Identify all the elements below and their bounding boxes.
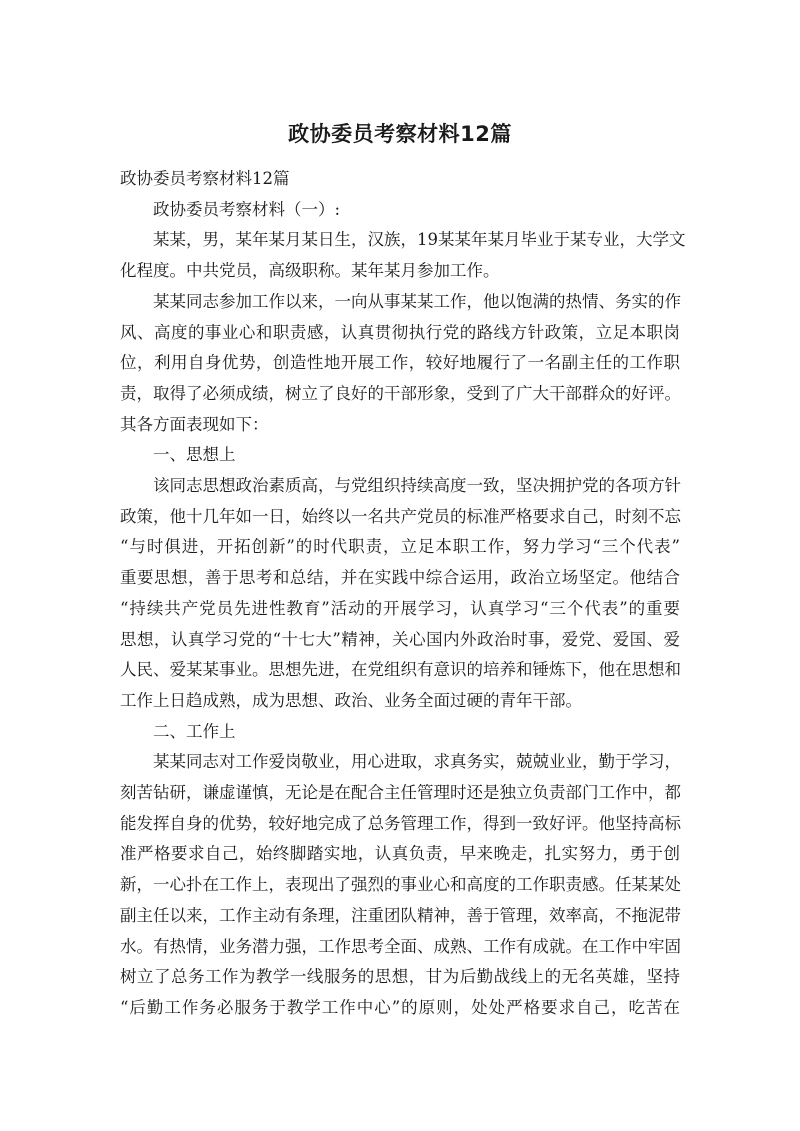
subsection-heading: 二、工作上 bbox=[153, 721, 236, 741]
paragraph-line: 某某，男，某年某月某日生，汉族，19某某年某月毕业于某专业，大学文 bbox=[153, 230, 686, 250]
subsection-heading: 一、思想上 bbox=[153, 445, 236, 465]
paragraph-line: “与时俱进，开拓创新”的时代职责，立足本职工作，努力学习“三个代表” bbox=[120, 537, 680, 557]
paragraph-line: 化程度。中共党员，高级职称。某年某月参加工作。 bbox=[120, 261, 500, 281]
paragraph-line: 该同志思想政治素质高，与党组织持续高度一致，坚决拥护党的各项方针 bbox=[153, 476, 681, 496]
paragraph-line: 水。有热情，业务潜力强，工作思考全面、成熟、工作有成就。在工作中牢固 bbox=[120, 936, 681, 956]
paragraph-line: 新，一心扑在工作上，表现出了强烈的事业心和高度的工作职责感。任某某处 bbox=[120, 875, 681, 895]
paragraph-line: 副主任以来，工作主动有条理，注重团队精神，善于管理，效率高，不拖泥带 bbox=[120, 905, 681, 925]
paragraph bbox=[120, 225, 686, 286]
paragraph-line: 某某同志对工作爱岗敬业，用心进取，求真务实，兢兢业业，勤于学习， bbox=[153, 752, 681, 772]
section-heading: 政协委员考察材料（一）: bbox=[153, 199, 341, 219]
paragraph-line: 工作上日趋成熟，成为思想、政治、业务全面过硬的青年干部。 bbox=[120, 690, 582, 710]
paragraph-line: 重要思想，善于思考和总结，并在实践中综合运用，政治立场坚定。他结合 bbox=[120, 568, 680, 588]
document-title: 政协委员考察材料12篇 bbox=[288, 122, 512, 146]
paragraph-line: “持续共产党员先进性教育”活动的开展学习，认真学习“三个代表”的重要 bbox=[120, 598, 680, 618]
paragraph-line: 思想，认真学习党的“十七大”精神，关心国内外政治时事，爱党、爱国、爱 bbox=[120, 629, 680, 649]
paragraph-line: 树立了总务工作为教学一线服务的思想，甘为后勤战线上的无名英雄，坚持 bbox=[120, 967, 680, 987]
paragraph-line: 刻苦钻研，谦虚谨慎，无论是在配合主任管理时还是独立负责部门工作中，都 bbox=[120, 783, 681, 803]
paragraph-line: 政策，他十几年如一日，始终以一名共产党员的标准严格要求自己，时刻不忘 bbox=[120, 506, 681, 526]
paragraph-line: 人民、爱某某事业。思想先进，在党组织有意识的培养和锤炼下，他在思想和 bbox=[120, 660, 681, 680]
paragraph-line: 准严格要求自己，始终脚踏实地，认真负责，早来晚走，扎实努力，勇于创 bbox=[120, 844, 680, 864]
paragraph-line: 风、高度的事业心和职责感，认真贯彻执行党的路线方针政策，立足本职岗 bbox=[120, 322, 680, 342]
document-page bbox=[120, 118, 686, 1024]
paragraph-line: 能发挥自身的优势，较好地完成了总务管理工作，得到一致好评。他坚持高标 bbox=[120, 813, 681, 833]
paragraph bbox=[120, 471, 680, 717]
paragraph-line: 责，取得了必须成绩，树立了良好的干部形象，受到了广大干部群众的好评。 bbox=[120, 383, 681, 403]
document-subtitle: 政协委员考察材料12篇 bbox=[120, 169, 290, 188]
paragraph bbox=[120, 747, 680, 1023]
paragraph-line: 位，利用自身优势，创造性地开展工作，较好地履行了一名副主任的工作职 bbox=[120, 353, 680, 373]
paragraph-line: 其各方面表现如下： bbox=[120, 414, 269, 434]
paragraph-line: 某某同志参加工作以来，一向从事某某工作，他以饱满的热情、务实的作 bbox=[153, 291, 681, 311]
paragraph bbox=[120, 287, 680, 441]
paragraph-line: “后勤工作务必服务于教学工作中心”的原则，处处严格要求自己，吃苦在 bbox=[120, 997, 680, 1017]
